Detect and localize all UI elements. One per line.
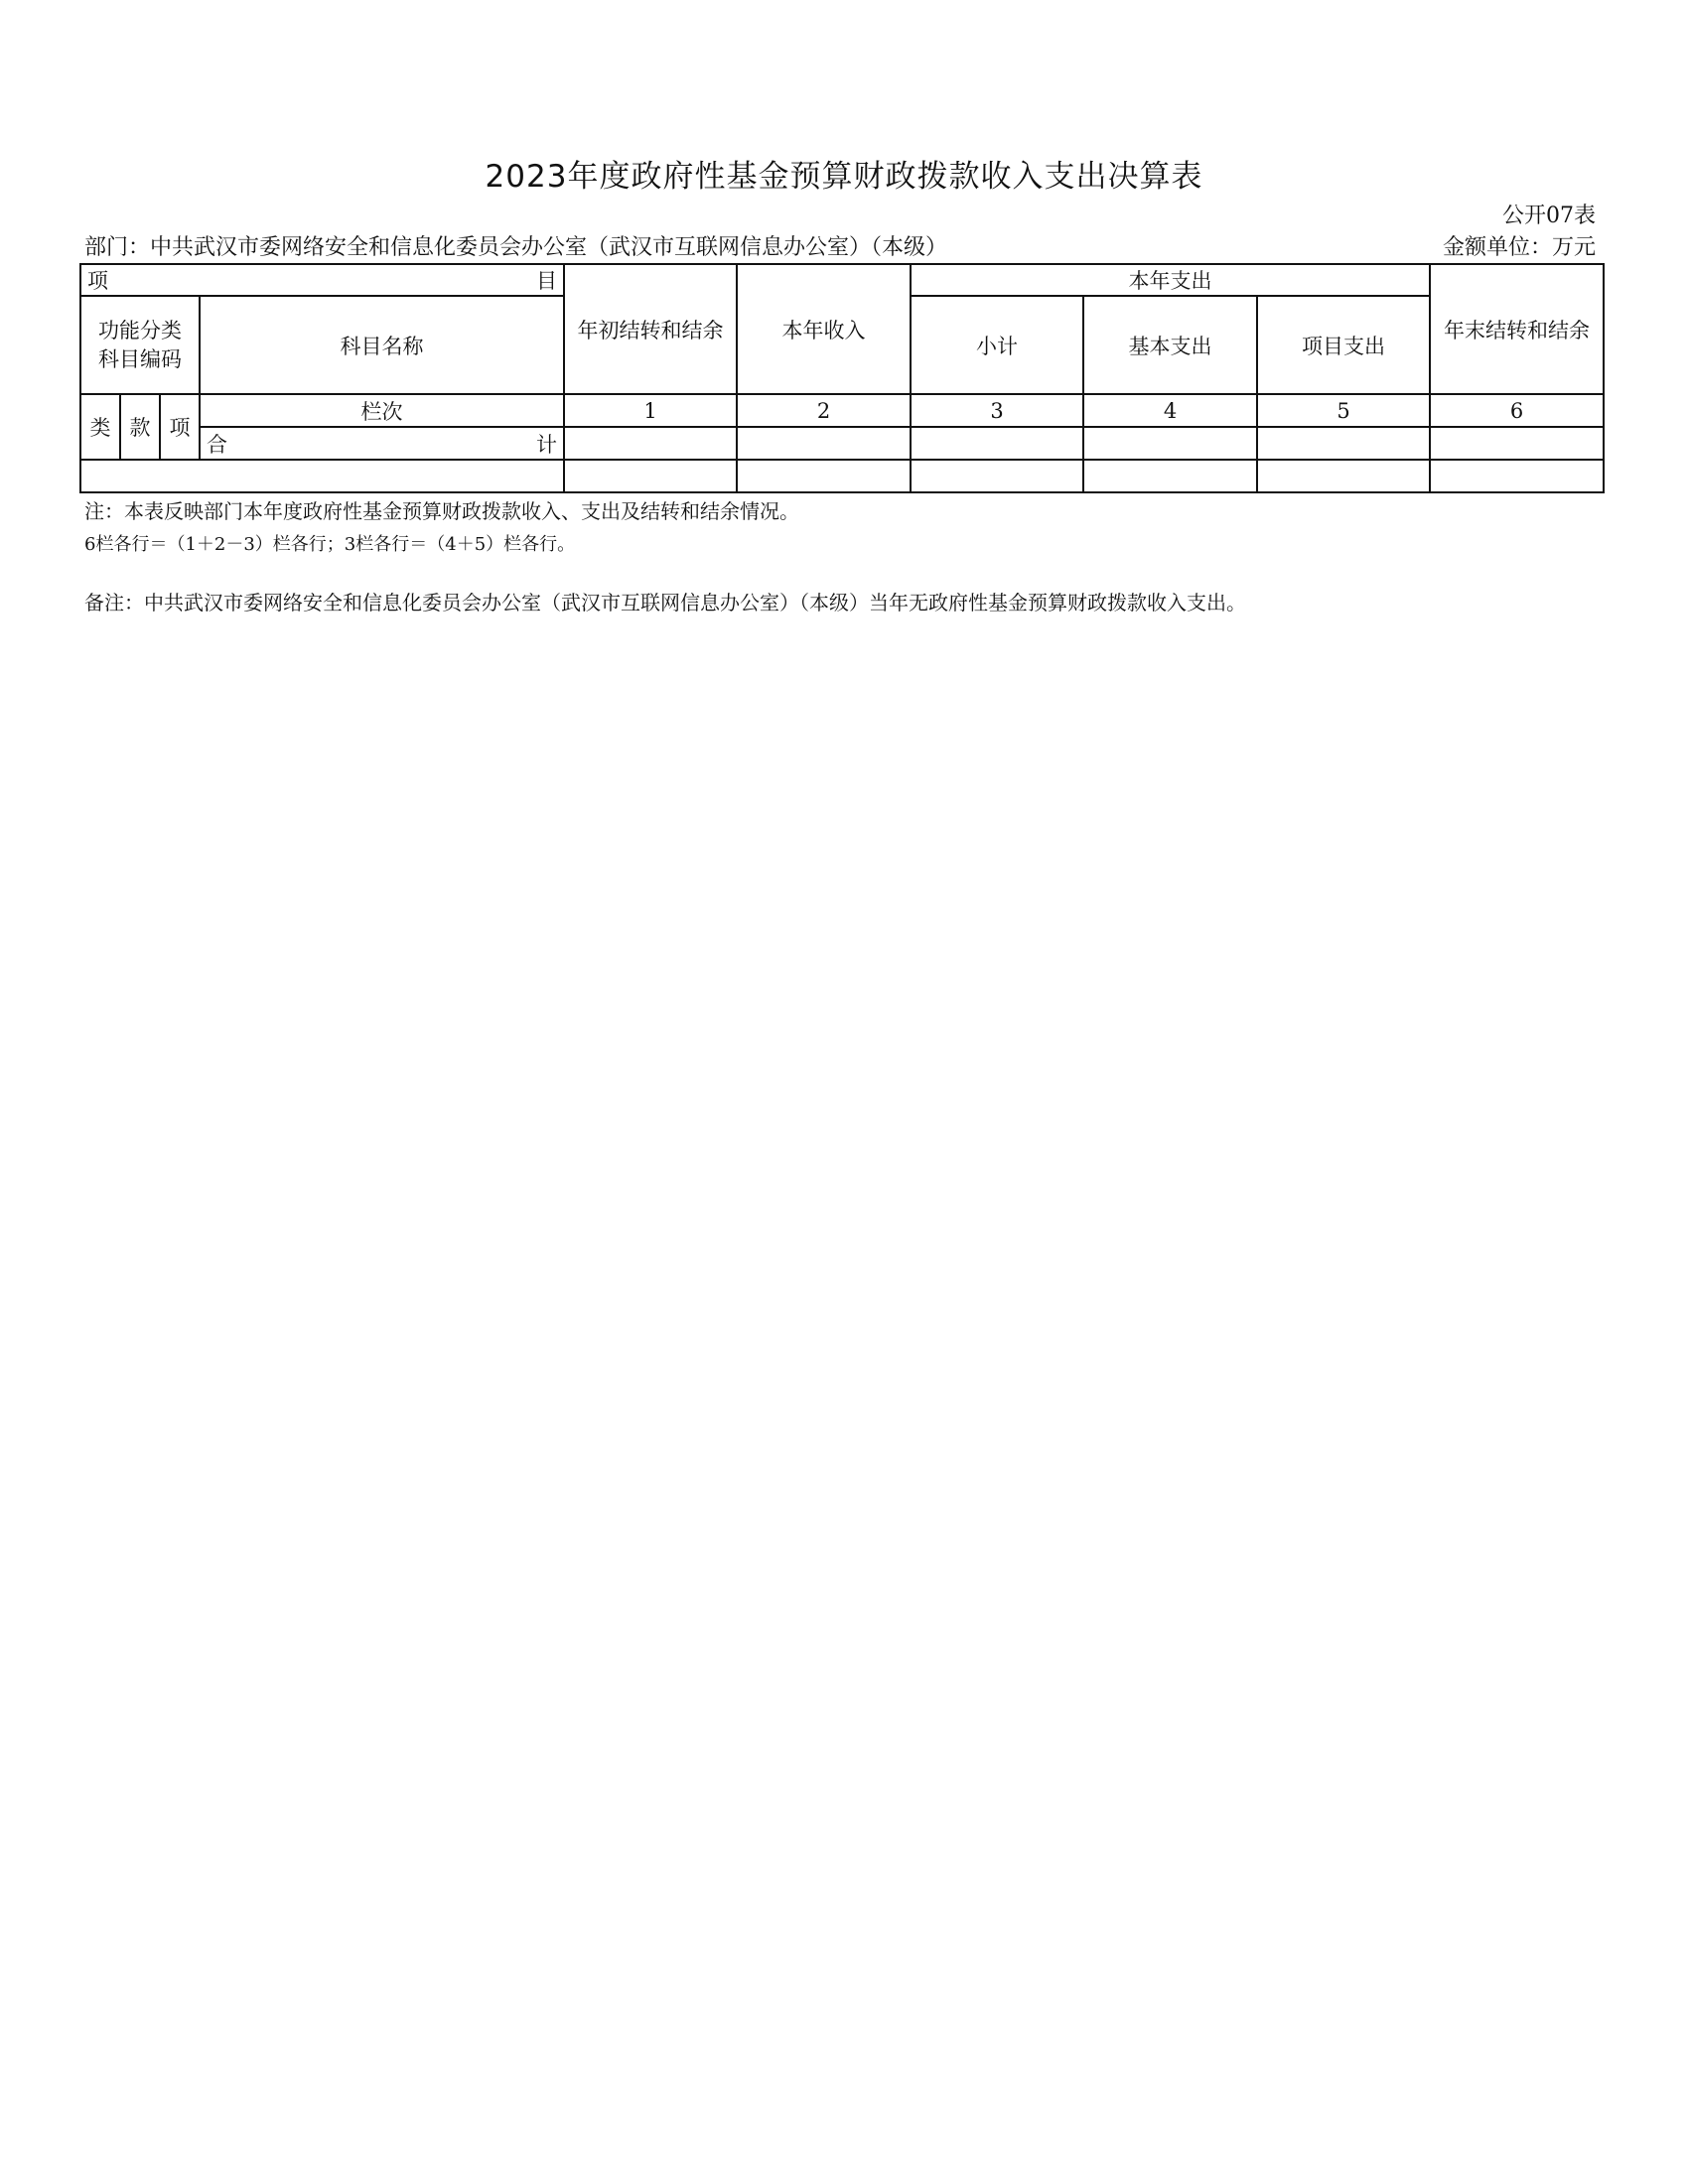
item-header-right: 目 — [536, 269, 557, 293]
remark: 备注：中共武汉市委网络安全和信息化委员会办公室（武汉市互联网信息办公室）（本级）当年无政府性基金预算财政拨款收入支出。 — [84, 591, 1246, 614]
function-code-header-line1: 功能分类 — [98, 318, 182, 342]
table-row — [80, 460, 1604, 492]
total-cell — [911, 427, 1083, 460]
empty-cell — [564, 460, 737, 492]
empty-cell — [1083, 460, 1257, 492]
form-code: 公开07表 — [1502, 204, 1596, 228]
amount-unit: 金额单位：万元 — [1442, 235, 1596, 260]
empty-cell — [737, 460, 911, 492]
lei-header: 类 — [80, 394, 120, 460]
column-number: 2 — [737, 394, 911, 427]
kuan-header: 款 — [120, 394, 160, 460]
column-number: 3 — [911, 394, 1083, 427]
function-code-header-line2: 科目编码 — [98, 346, 182, 371]
total-cell — [1430, 427, 1604, 460]
empty-cell — [1430, 460, 1604, 492]
subject-name-header: 科目名称 — [200, 296, 564, 394]
total-cell — [737, 427, 911, 460]
basic-expense-header: 基本支出 — [1083, 296, 1257, 394]
column-order-label: 栏次 — [200, 394, 564, 427]
note-1: 注：本表反映部门本年度政府性基金预算财政拨款收入、支出及结转和结余情况。 — [84, 499, 799, 523]
column-number: 1 — [564, 394, 737, 427]
current-expense-header: 本年支出 — [911, 264, 1430, 296]
total-cell — [564, 427, 737, 460]
closing-balance-header: 年末结转和结余 — [1430, 264, 1604, 394]
empty-cell — [1257, 460, 1430, 492]
opening-balance-header: 年初结转和结余 — [564, 264, 737, 394]
empty-cell — [80, 460, 564, 492]
total-label-right: 计 — [536, 432, 557, 457]
budget-table — [79, 263, 1605, 493]
subtotal-header: 小计 — [911, 296, 1083, 394]
column-number: 4 — [1083, 394, 1257, 427]
function-code-header — [80, 296, 200, 394]
xiang-header: 项 — [160, 394, 200, 460]
column-number: 5 — [1257, 394, 1430, 427]
total-label — [200, 427, 564, 460]
column-number: 6 — [1430, 394, 1604, 427]
total-cell — [1257, 427, 1430, 460]
total-label-left: 合 — [207, 432, 227, 457]
item-header — [80, 264, 564, 296]
department-line: 部门：中共武汉市委网络安全和信息化委员会办公室（武汉市互联网信息办公室）（本级） — [84, 235, 948, 260]
note-2: 6栏各行＝（1＋2－3）栏各行；3栏各行＝（4＋5）栏各行。 — [84, 534, 576, 555]
page-title: 2023年度政府性基金预算财政拨款收入支出决算表 — [485, 159, 1203, 195]
empty-cell — [911, 460, 1083, 492]
total-cell — [1083, 427, 1257, 460]
current-income-header: 本年收入 — [737, 264, 911, 394]
item-header-left: 项 — [87, 269, 108, 293]
project-expense-header: 项目支出 — [1257, 296, 1430, 394]
